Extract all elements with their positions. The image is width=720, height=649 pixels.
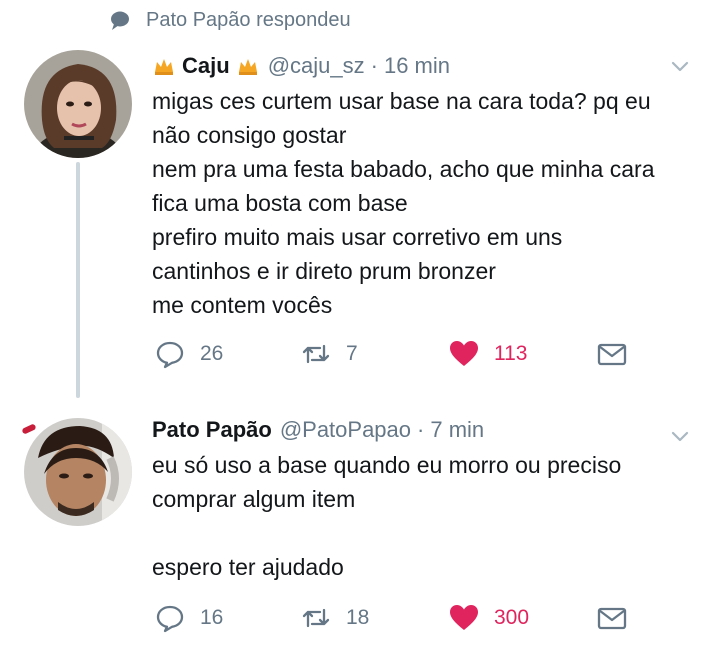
user-handle[interactable]: @PatoPapao — [279, 417, 412, 442]
reply-context — [108, 6, 351, 34]
retweet-icon — [300, 338, 332, 370]
tweet-text-line: cantinhos e ir direto prum bronzer — [152, 258, 496, 284]
heart-icon — [448, 602, 480, 634]
tweet-text-line: comprar algum item — [152, 486, 356, 512]
reply-icon — [154, 338, 186, 370]
tweet-text-line: migas ces curtem usar base na cara toda? pq eu — [152, 88, 651, 114]
like-button[interactable] — [448, 334, 527, 374]
tweet-text — [152, 84, 700, 322]
tweet-text-line: prefiro muito mais usar corretivo em uns — [152, 224, 563, 250]
crown-emoji-icon — [236, 54, 260, 78]
retweet-icon — [300, 602, 332, 634]
reply-count: 16 — [200, 606, 224, 629]
display-name[interactable]: Caju — [182, 53, 230, 78]
separator-dot: · — [370, 53, 378, 78]
thread-line — [76, 162, 80, 398]
chevron-down-icon[interactable] — [668, 424, 692, 448]
reply-icon — [154, 602, 186, 634]
tweet[interactable] — [152, 414, 700, 584]
red-mark — [21, 423, 36, 434]
like-button[interactable] — [448, 598, 529, 638]
tweet-actions — [152, 598, 672, 638]
avatar[interactable] — [24, 418, 132, 526]
direct-message-button[interactable] — [596, 334, 628, 374]
heart-icon — [448, 338, 480, 370]
avatar[interactable] — [24, 50, 132, 158]
like-count: 113 — [494, 342, 528, 365]
envelope-icon — [596, 602, 628, 634]
crown-emoji-icon — [152, 54, 176, 78]
tweet-header — [152, 50, 700, 82]
chevron-down-icon[interactable] — [668, 54, 692, 78]
reply-count: 26 — [200, 342, 224, 365]
user-handle[interactable]: @caju_sz — [267, 53, 365, 78]
retweet-button[interactable] — [300, 334, 358, 374]
reply-button[interactable] — [154, 598, 223, 638]
tweet-text-line: eu só uso a base quando eu morro ou preciso — [152, 452, 622, 478]
separator-dot: · — [417, 417, 425, 442]
timestamp[interactable]: 7 min — [430, 417, 485, 442]
reply-button[interactable] — [154, 334, 223, 374]
tweet-text-line: não consigo gostar — [152, 122, 347, 148]
tweet-text-line: me contem vocês — [152, 292, 333, 318]
retweet-button[interactable] — [300, 598, 369, 638]
direct-message-button[interactable] — [596, 598, 628, 638]
reply-context-text: Pato Papão respondeu — [146, 8, 351, 31]
tweet-header — [152, 414, 700, 446]
speech-bubble-icon — [108, 8, 132, 32]
tweet-text-blank-line — [152, 516, 700, 550]
retweet-count: 7 — [346, 342, 358, 365]
envelope-icon — [596, 338, 628, 370]
display-name[interactable]: Pato Papão — [152, 417, 272, 442]
tweet-text — [152, 448, 700, 584]
tweet-text-line: nem pra uma festa babado, acho que minha cara — [152, 156, 655, 182]
retweet-count: 18 — [346, 606, 370, 629]
tweet-text-line: espero ter ajudado — [152, 554, 344, 580]
tweet-actions — [152, 334, 672, 374]
tweet-text-line: fica uma bosta com base — [152, 190, 408, 216]
timestamp[interactable]: 16 min — [383, 53, 450, 78]
tweet[interactable] — [152, 50, 700, 322]
like-count: 300 — [494, 606, 530, 629]
